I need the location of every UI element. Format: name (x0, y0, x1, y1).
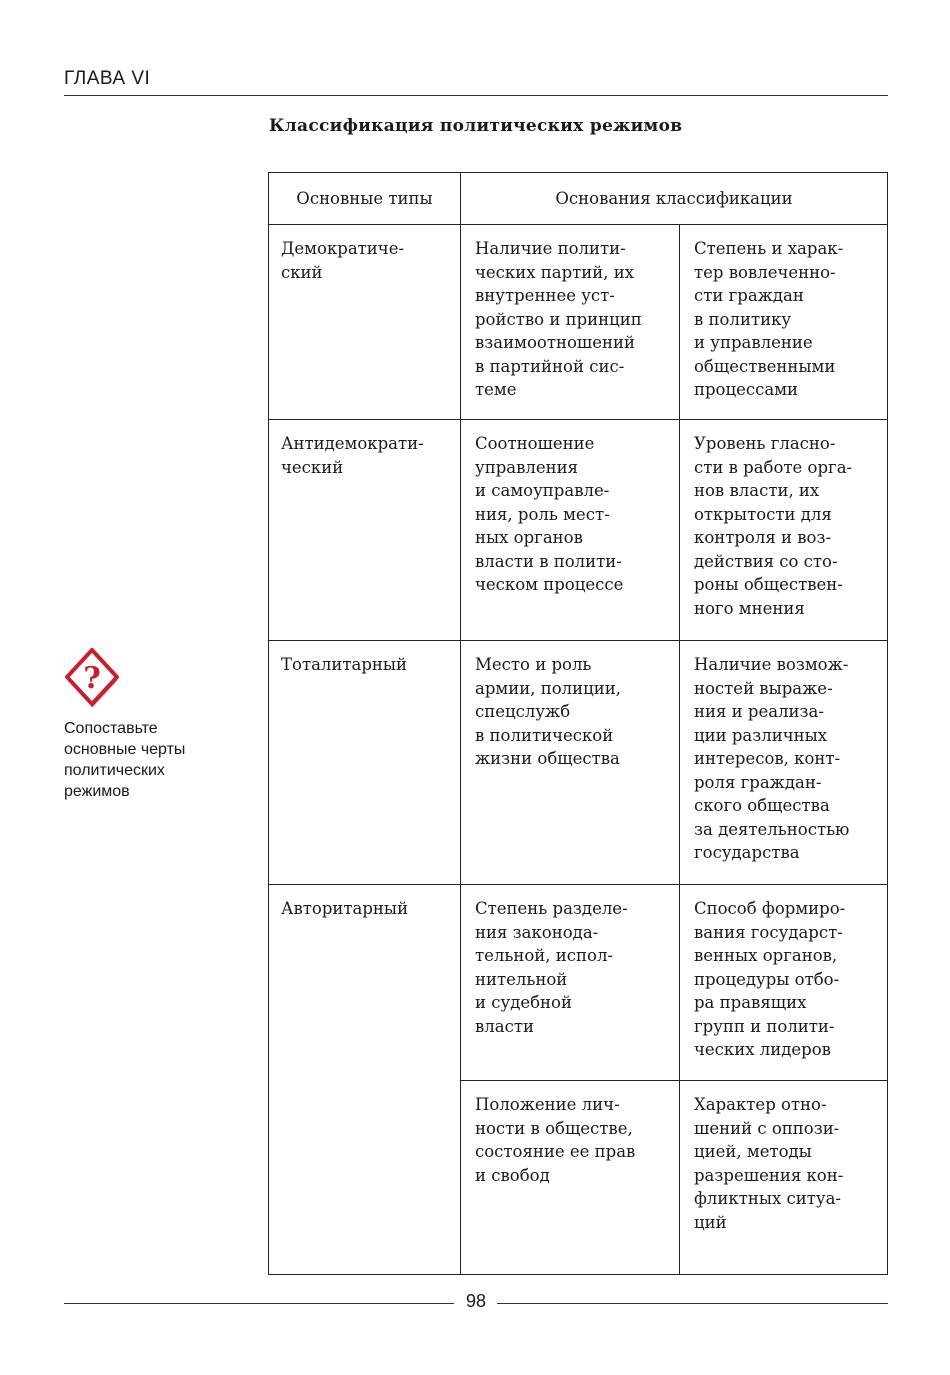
sidebar-note (64, 648, 244, 802)
basis-cell: Способ формиро- вания государст- венных органов, процедуры отбо- ра правящих групп и полити- ческих лидеров (680, 885, 888, 1081)
chapter-label: ГЛАВА VI (64, 68, 151, 89)
basis-cell: Положение лич- ности в обществе, состояние ее прав и свобод (461, 1081, 680, 1275)
header-divider (64, 95, 888, 96)
regime-type-cell: Демократиче- ский (269, 225, 461, 420)
header-basis: Основания классификации (461, 173, 888, 225)
table-row (269, 641, 888, 885)
table-row (269, 885, 888, 1081)
regime-type-cell: Авторитарный (269, 885, 461, 1275)
page-number: 98 (465, 1291, 487, 1311)
basis-cell: Уровень гласно- сти в работе орга- нов власти, их открытости для контроля и воз- действия со сто- роны обществен- ного мнения (680, 420, 888, 641)
header-types: Основные типы (269, 173, 461, 225)
page-title: Классификация политических режимов (269, 116, 683, 136)
table-row (269, 420, 888, 641)
basis-cell: Место и роль армии, полиции, спецслужб в политической жизни общества (461, 641, 680, 885)
question-diamond-icon (65, 648, 119, 710)
regime-type-cell: Тоталитарный (269, 641, 461, 885)
basis-cell: Характер отно- шений с оппози- цией, методы разрешения кон- фликтных ситуа- ций (680, 1081, 888, 1275)
classification-table (268, 172, 888, 1275)
question-glyph: ? (83, 661, 101, 696)
table-header-row (269, 173, 888, 225)
basis-cell: Соотношение управления и самоуправле- ния, роль мест- ных органов власти в полити- ческом процессе (461, 420, 680, 641)
footer-divider-left (64, 1303, 454, 1304)
table-row (269, 225, 888, 420)
footer-divider-right (497, 1303, 888, 1304)
regime-type-cell: Антидемократи- ческий (269, 420, 461, 641)
sidebar-text: Сопоставьте основные черты политических режимов (64, 720, 186, 800)
basis-cell: Наличие возмож- ностей выраже- ния и реализа- ции различных интересов, конт- роля граждан- ского общества за деятельностью государства (680, 641, 888, 885)
basis-cell: Наличие полити- ческих партий, их внутреннее уст- ройство и принцип взаимоотношений в партийной сис- теме (461, 225, 680, 420)
basis-cell: Степень и харак- тер вовлеченно- сти граждан в политику и управление общественными процессами (680, 225, 888, 420)
basis-cell: Степень разделе- ния законода- тельной, испол- нительной и судебной власти (461, 885, 680, 1081)
